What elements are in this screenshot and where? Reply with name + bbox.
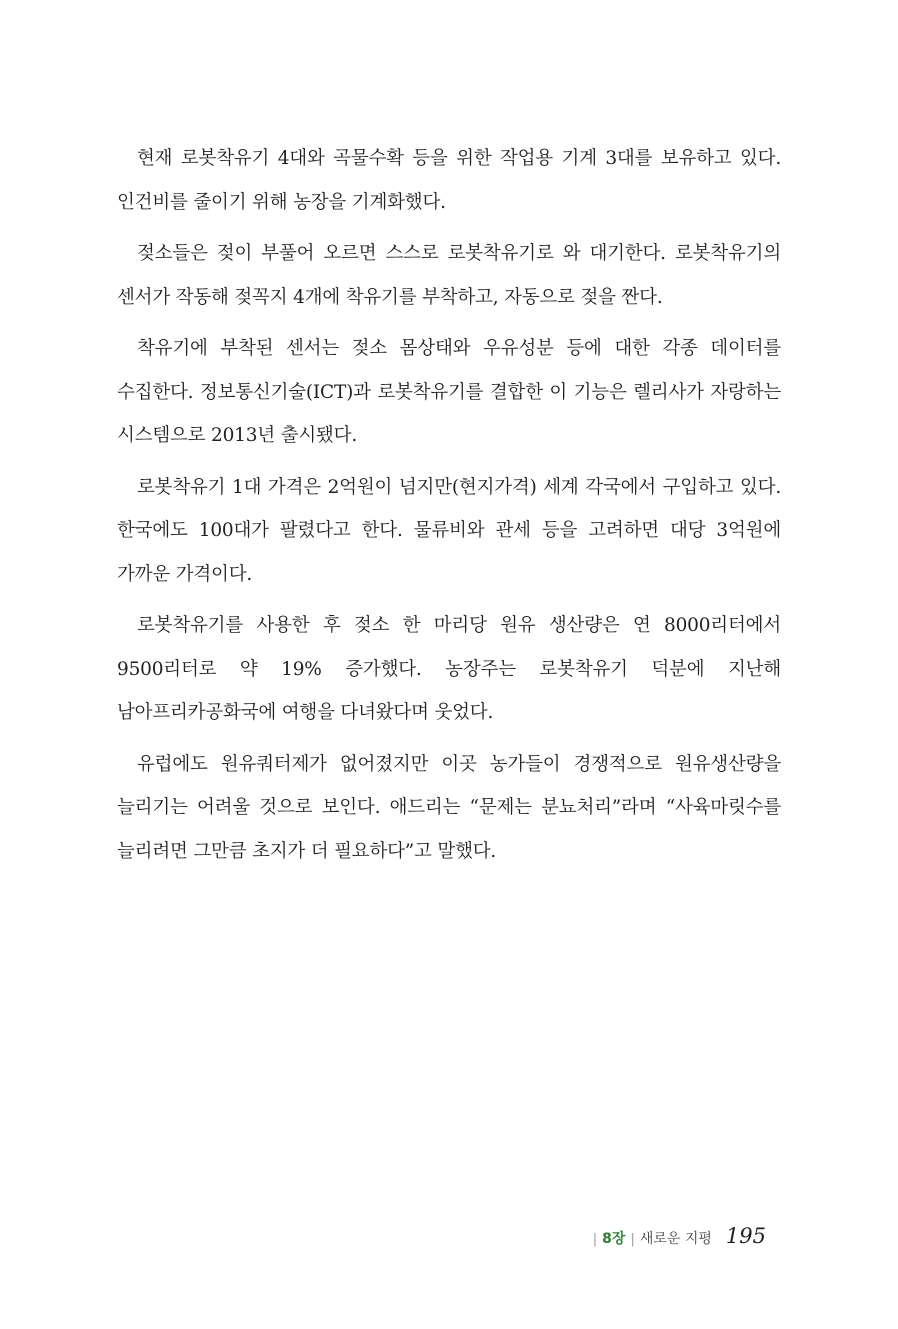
paragraph: 로봇착유기를 사용한 후 젖소 한 마리당 원유 생산량은 연 8000리터에서 9500리터로 약 19% 증가했다. 농장주는 로봇착유기 덕분에 지난해 남아프리카공화국에 여행을 다녀왔다며 웃었다. xyxy=(117,615,781,723)
paragraph: 현재 로봇착유기 4대와 곡물수확 등을 위한 작업용 기계 3대를 보유하고 있다. 인건비를 줄이기 위해 농장을 기계화했다. xyxy=(117,148,781,213)
paragraph: 착유기에 부착된 센서는 젖소 몸상태와 우유성분 등에 대한 각종 데이터를 수집한다. 정보통신기술(ICT)과 로봇착유기를 결합한 이 기능은 렐리사가 자랑하는 시스템으로 2013년 출시됐다. xyxy=(117,338,781,446)
chapter-label: 8장 xyxy=(602,1231,626,1247)
footer-divider: | xyxy=(630,1232,635,1247)
body-text xyxy=(117,137,781,881)
paragraph: 젖소들은 젖이 부풀어 오르면 스스로 로봇착유기로 와 대기한다. 로봇착유기의 센서가 작동해 젖꼭지 4개에 착유기를 부착하고, 자동으로 젖을 짠다. xyxy=(117,243,781,308)
page-footer xyxy=(588,1224,766,1248)
section-title: 새로운 지평 xyxy=(639,1231,712,1247)
footer-divider: | xyxy=(592,1232,598,1247)
paragraph: 유럽에도 원유쿼터제가 없어졌지만 이곳 농가들이 경쟁적으로 원유생산량을 늘리기는 어려울 것으로 보인다. 애드리는 “문제는 분뇨처리”라며 “사육마릿수를 늘리려면 그만큼 초지가 더 필요하다”고 말했다. xyxy=(117,753,781,862)
paragraph: 로봇착유기 1대 가격은 2억원이 넘지만(현지가격) 세계 각국에서 구입하고 있다. 한국에도 100대가 팔렸다고 한다. 물류비와 관세 등을 고려하면 대당 3억원에 가까운 가격이다. xyxy=(117,476,781,585)
page-number: 195 xyxy=(725,1224,766,1248)
